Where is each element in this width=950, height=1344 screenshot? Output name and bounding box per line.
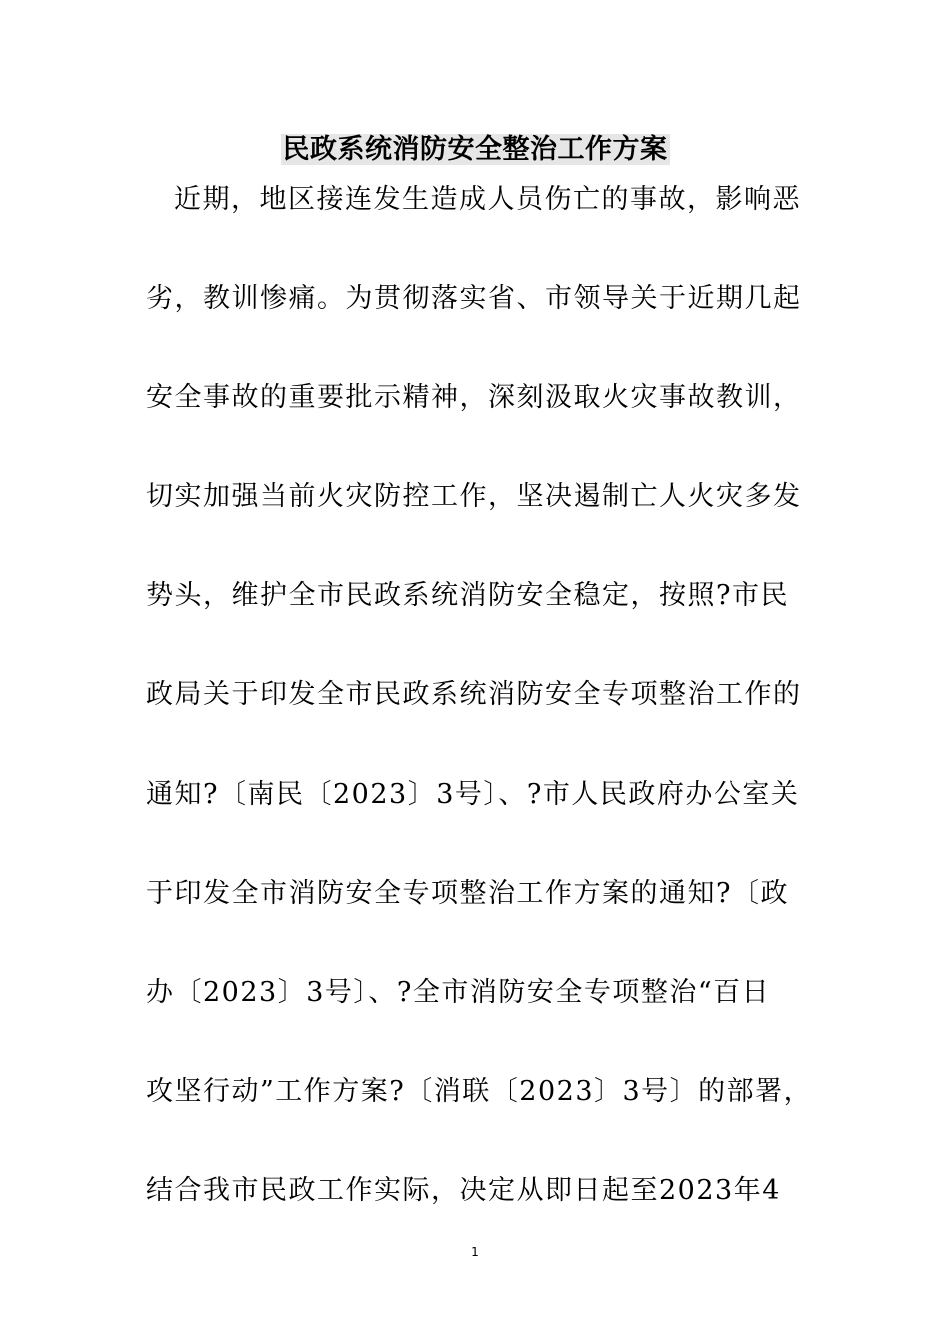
body-line-1: 近期，地区接连发生造成人员伤亡的事故，影响恶 bbox=[174, 184, 801, 215]
document-title-text: 民政系统消防安全整治工作方案 bbox=[282, 134, 668, 165]
body-line-8: 于印发全市消防安全专项整治工作方案的通知?〔政 bbox=[146, 878, 789, 909]
body-line-3: 安全事故的重要批示精神，深刻汲取火灾事故教训， bbox=[146, 382, 802, 413]
body-line-9: 办〔2023〕3号〕、?全市消防安全专项整治“百日 bbox=[146, 977, 771, 1008]
body-line-2: 劣，教训惨痛。为贯彻落实省、市领导关于近期几起 bbox=[146, 283, 802, 314]
body-line-6: 政局关于印发全市民政系统消防安全专项整治工作的 bbox=[146, 679, 802, 710]
page-number: 1 bbox=[471, 1245, 479, 1259]
body-line-10: 攻坚行动”工作方案?〔消联〔2023〕3号〕的部署， bbox=[146, 1076, 813, 1107]
document-title bbox=[0, 130, 950, 170]
body-line-7: 通知?〔南民〔2023〕3号〕、?市人民政府办公室关 bbox=[146, 779, 800, 810]
body-line-5: 势头，维护全市民政系统消防安全稳定，按照?市民 bbox=[146, 580, 789, 611]
body-line-11: 结合我市民政工作实际，决定从即日起至2023年4 bbox=[146, 1175, 781, 1206]
body-line-4: 切实加强当前火灾防控工作，坚决遏制亡人火灾多发 bbox=[146, 481, 802, 512]
